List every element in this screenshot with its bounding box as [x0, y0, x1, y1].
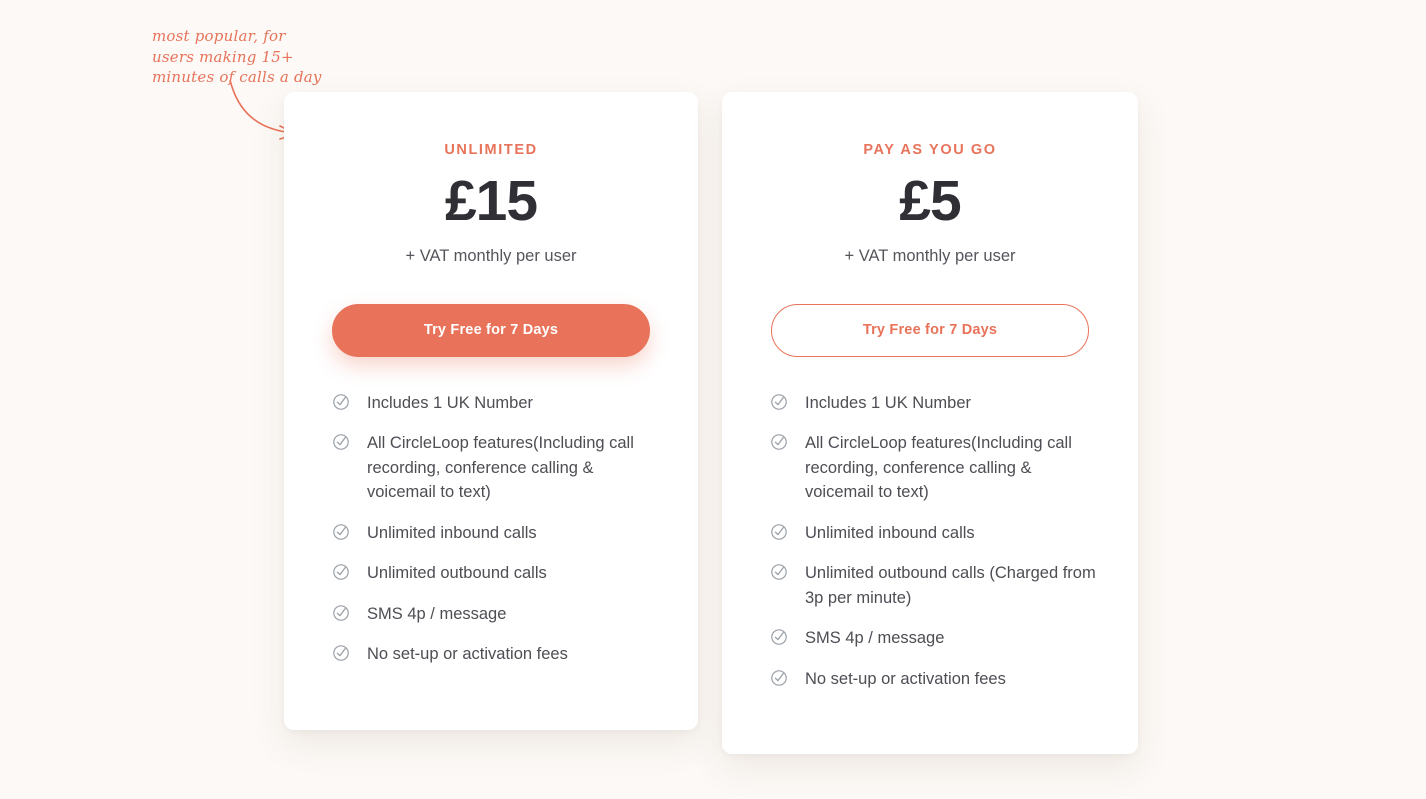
- plan-price-note: + VAT monthly per user: [844, 246, 1016, 265]
- list-item: [770, 561, 1096, 610]
- list-item: [332, 642, 656, 667]
- pricing-card-pay-as-you-go: [722, 92, 1138, 754]
- plan-price: £5: [899, 169, 961, 233]
- list-item: [332, 561, 656, 586]
- feature-text: SMS 4p / message: [805, 629, 945, 648]
- check-icon: [332, 644, 350, 662]
- feature-text: Unlimited outbound calls (Charged from 3p per minute): [805, 564, 1096, 607]
- check-icon: [770, 433, 788, 451]
- check-icon: [770, 563, 788, 581]
- try-free-button[interactable]: Try Free for 7 Days: [771, 304, 1089, 357]
- feature-text: All CircleLoop features(Including call recording, conference calling & voicemail to text): [367, 434, 634, 502]
- list-item: [770, 431, 1096, 505]
- list-item: [332, 602, 656, 627]
- feature-text: Unlimited inbound calls: [367, 523, 537, 542]
- plan-price-note: + VAT monthly per user: [405, 246, 577, 265]
- list-item: [332, 391, 656, 416]
- check-icon: [770, 628, 788, 646]
- list-item: [770, 521, 1096, 546]
- list-item: [770, 667, 1096, 692]
- feature-list: [284, 391, 698, 667]
- list-item: [770, 626, 1096, 651]
- feature-list: [722, 391, 1138, 692]
- plan-name: UNLIMITED: [444, 142, 538, 158]
- list-item: [770, 391, 1096, 416]
- feature-text: Unlimited inbound calls: [805, 523, 975, 542]
- list-item: [332, 521, 656, 546]
- feature-text: Includes 1 UK Number: [805, 393, 971, 412]
- check-icon: [770, 523, 788, 541]
- feature-text: Includes 1 UK Number: [367, 393, 533, 412]
- check-icon: [770, 393, 788, 411]
- feature-text: No set-up or activation fees: [805, 669, 1006, 688]
- check-icon: [332, 433, 350, 451]
- check-icon: [332, 604, 350, 622]
- pricing-card-unlimited: [284, 92, 698, 730]
- feature-text: Unlimited outbound calls: [367, 564, 547, 583]
- try-free-button[interactable]: Try Free for 7 Days: [332, 304, 650, 357]
- list-item: [332, 431, 656, 505]
- check-icon: [332, 393, 350, 411]
- feature-text: SMS 4p / message: [367, 604, 507, 623]
- plan-price: £15: [444, 169, 538, 233]
- check-icon: [332, 523, 350, 541]
- feature-text: No set-up or activation fees: [367, 645, 568, 664]
- check-icon: [332, 563, 350, 581]
- annotation-note: most popular, for users making 15+ minutes of calls a day: [152, 27, 322, 86]
- feature-text: All CircleLoop features(Including call recording, conference calling & voicemail to text): [805, 434, 1072, 502]
- plan-name: PAY AS YOU GO: [863, 142, 997, 158]
- check-icon: [770, 669, 788, 687]
